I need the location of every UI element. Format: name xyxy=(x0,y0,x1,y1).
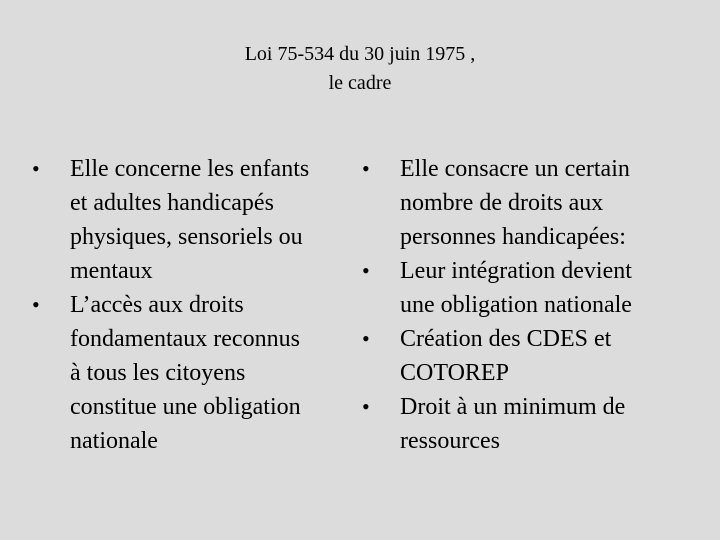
bullet-dot-icon: • xyxy=(32,292,40,317)
bullet-item xyxy=(32,288,362,458)
bullet-text: L’accès aux droits fondamentaux reconnus à tous les citoyens constitue une obligation nationale xyxy=(70,292,301,454)
bullet-item xyxy=(32,152,362,288)
slide-title-line-2: le cadre xyxy=(328,72,392,94)
bullet-dot-icon: • xyxy=(32,156,40,181)
bullet-text: Création des CDES et COTOREP xyxy=(400,326,612,386)
bullet-text: Droit à un minimum de ressources xyxy=(400,394,626,454)
slide-title-line-1: Loi 75-534 du 30 juin 1975 , xyxy=(244,43,476,65)
bullet-dot-icon: • xyxy=(362,394,370,419)
slide-title xyxy=(0,40,720,98)
bullet-item xyxy=(362,152,712,254)
bullet-item xyxy=(362,254,712,322)
bullet-dot-icon: • xyxy=(362,258,370,283)
bullet-item xyxy=(362,322,712,390)
right-bullet-list xyxy=(362,152,712,458)
bullet-text: Leur intégration devient une obligation nationale xyxy=(400,258,632,318)
bullet-text: Elle concerne les enfants et adultes handicapés physiques, sensoriels ou mentaux xyxy=(70,156,310,284)
left-bullet-list xyxy=(32,152,362,458)
bullet-text: Elle consacre un certain nombre de droits aux personnes handicapées: xyxy=(400,156,630,250)
bullet-item xyxy=(362,390,712,458)
bullet-dot-icon: • xyxy=(362,326,370,351)
bullet-dot-icon: • xyxy=(362,156,370,181)
